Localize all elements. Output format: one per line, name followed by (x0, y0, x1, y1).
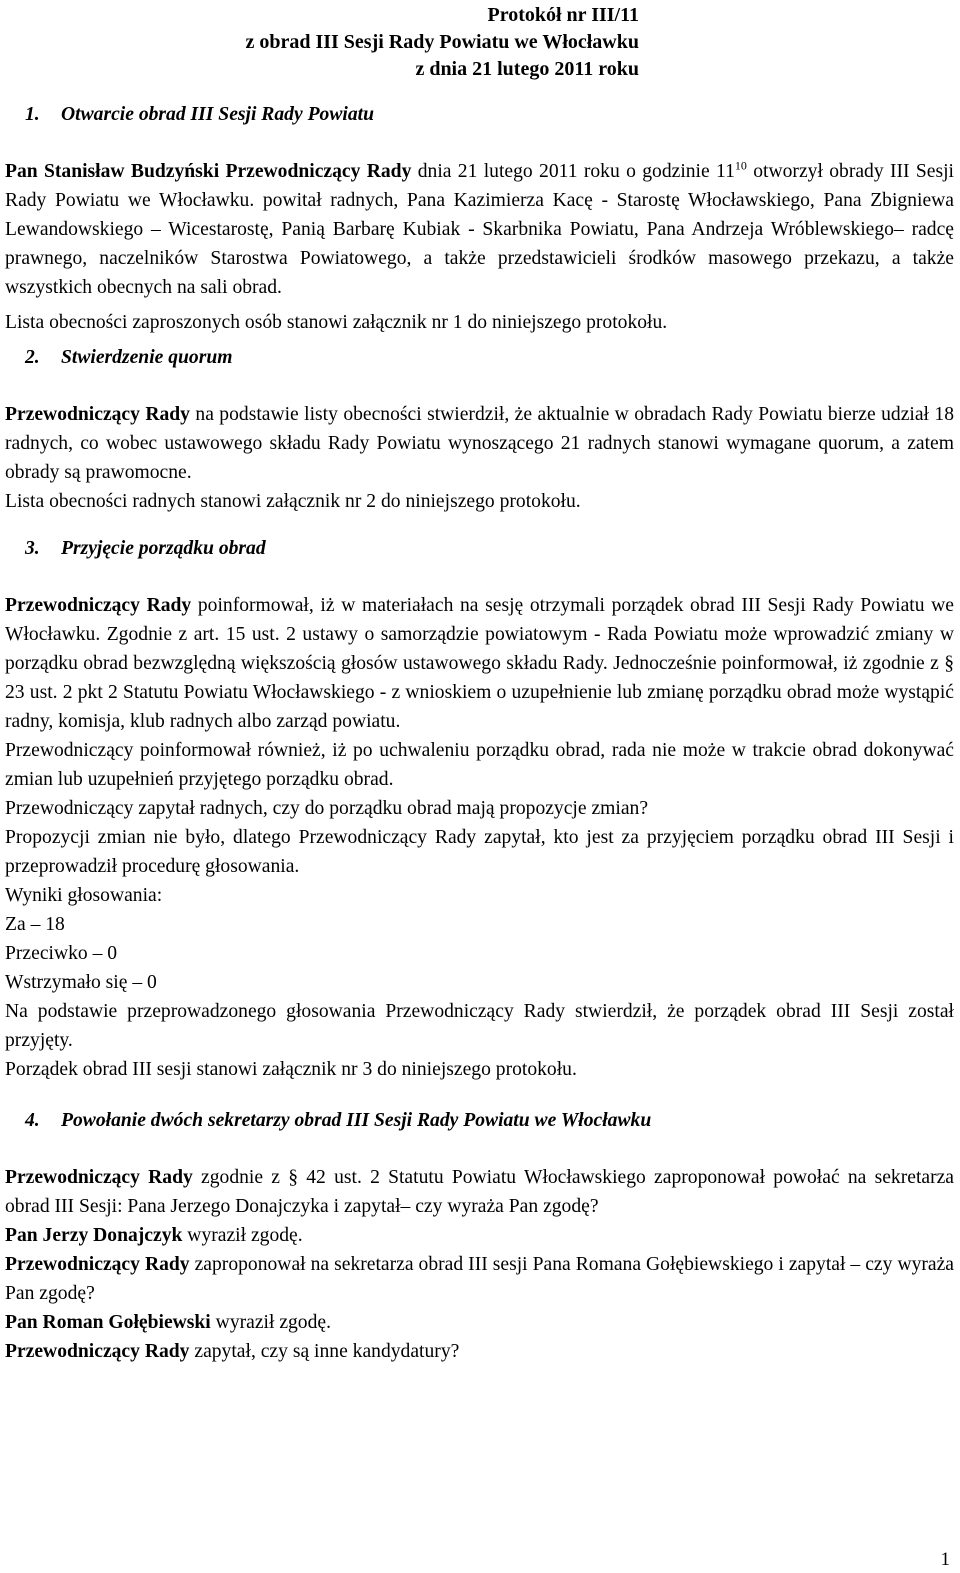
title-line-3: z dnia 21 lutego 2011 roku (415, 58, 639, 80)
bold-speaker: Przewodniczący Rady (5, 404, 190, 425)
bold-speaker: Przewodniczący Rady (5, 1167, 193, 1188)
document-page (5, 0, 954, 1366)
paragraph-text: wyraził zgodę. (182, 1225, 303, 1246)
paragraph-text: zgodnie z § 42 ust. 2 Statutu Powiatu Włocławskiego zaproponował powołać na sekretarza obrad III Sesji: Pana Jerzego Donajczyka i zapytał– czy wyraża Pan zgodę? (5, 1167, 955, 1217)
paragraph-secretary-2 (5, 1250, 954, 1308)
bold-speaker: Przewodniczący Rady (5, 1254, 190, 1275)
paragraph-agenda (5, 591, 954, 736)
vote-against: Przeciwko – 0 (5, 943, 118, 964)
section-title: Przyjęcie porządku obrad (61, 538, 266, 559)
paragraph-opening (5, 157, 954, 302)
title-line-1: Protokół nr III/11 (487, 4, 639, 26)
bold-speaker: Pan Stanisław Budzyński Przewodniczący Rady (5, 161, 412, 182)
section-title: Stwierdzenie quorum (61, 347, 233, 368)
paragraph-text: zaproponował na sekretarza obrad III sesji Pana Romana Gołębiewskiego i zapytał – czy wyraża Pan zgodę? (5, 1254, 955, 1304)
paragraph-attendance: Lista obecności radnych stanowi załącznik nr 2 do niniejszego protokołu. (5, 491, 581, 512)
paragraph-text: dnia 21 lutego 2011 roku o godzinie 11 (411, 161, 735, 182)
paragraph-vote-outcome: Na podstawie przeprowadzonego głosowania Przewodniczący Rady stwierdził, że porządek obrad III Sesji został przyjęty. (5, 1001, 954, 1051)
paragraph-vote-procedure: Propozycji zmian nie było, dlatego Przewodniczący Rady zapytał, kto jest za przyjęciem porządku obrad III Sesji i przeprowadził procedurę głosowania. (5, 827, 954, 877)
bold-speaker: Pan Roman Gołębiewski (5, 1312, 211, 1333)
paragraph-text: otworzył obrady III Sesji Rady Powiatu we Włocławku. powitał radnych, Pana Kazimierza Kacę - Starostę Włocławskiego, Pana Zbigniewa Lewandowskiego – Wicestarostę, Panią Barbarę Kubiak - Skarbnika Powiatu, Pana Andrzeja Wróblewskiego– radcę prawnego, naczelników Starostwa Powiatowego, a także przedstawicieli środków masowego przekazu, a także wszystkich obecnych na sali obrad. (5, 161, 954, 298)
section-number: 4. (25, 1110, 40, 1131)
section-heading-1 (5, 100, 954, 129)
section-number: 1. (25, 104, 40, 125)
section-title: Otwarcie obrad III Sesji Rady Powiatu (61, 104, 374, 125)
bold-speaker: Przewodniczący Rady (5, 595, 192, 616)
time-superscript: 10 (734, 158, 747, 173)
paragraph-guest-list: Lista obecności zaproszonych osób stanowi załącznik nr 1 do niniejszego protokołu. (5, 312, 668, 333)
paragraph-consent-2 (5, 1308, 954, 1337)
paragraph-text: zapytał, czy są inne kandydatury? (189, 1341, 460, 1362)
paragraph-attachment-3: Porządek obrad III sesji stanowi załącznik nr 3 do niniejszego protokołu. (5, 1059, 577, 1080)
section-heading-3 (5, 534, 954, 563)
paragraph-other-candidates (5, 1337, 954, 1366)
paragraph-text: wyraził zgodę. (210, 1312, 331, 1333)
section-number: 3. (25, 538, 40, 559)
document-title (5, 2, 954, 83)
paragraph-quorum (5, 400, 954, 487)
paragraph-text: poinformował, iż w materiałach na sesję otrzymali porządek obrad III Sesji Rady Powiatu we Włocławku. Zgodnie z art. 15 ust. 2 ustawy o samorządzie powiatowym - Rada Powiatu może wprowadzić zmiany w porządku obrad bezwzględną większością głosów ustawowego składu Rady. Jednocześnie poinformował, iż zgodnie z § 23 ust. 2 pkt 2 Statutu Powiatu Włocławskiego - z wnioskiem o uzupełnienie lub zmianę porządku obrad może wystąpić radny, komisja, klub radnych albo zarząd powiatu. (5, 595, 955, 732)
vote-abstain: Wstrzymało się – 0 (5, 972, 157, 993)
page-number: 1 (940, 1549, 950, 1570)
vote-results-header: Wyniki głosowania: (5, 885, 163, 906)
section-heading-2 (5, 343, 954, 372)
paragraph-agenda-changes: Przewodniczący poinformował również, iż po uchwaleniu porządku obrad, rada nie może w trakcie obrad dokonywać zmian lub uzupełnień przyjętego porządku obrad. (5, 740, 954, 790)
bold-speaker: Pan Jerzy Donajczyk (5, 1225, 183, 1246)
section-number: 2. (25, 347, 40, 368)
title-line-2: z obrad III Sesji Rady Powiatu we Włocławku (245, 31, 639, 53)
paragraph-text: na podstawie listy obecności stwierdził, że aktualnie w obradach Rady Powiatu bierze udział 18 radnych, co wobec ustawowego składu Rady Powiatu wynoszącego 21 radnych stanowi wymagane quorum, a zatem obrady są prawomocne. (5, 404, 954, 483)
section-heading-4 (5, 1106, 954, 1135)
vote-for: Za – 18 (5, 914, 65, 935)
section-title: Powołanie dwóch sekretarzy obrad III Sesji Rady Powiatu we Włocławku (61, 1110, 652, 1131)
paragraph-consent-1 (5, 1221, 954, 1250)
paragraph-question: Przewodniczący zapytał radnych, czy do porządku obrad mają propozycje zmian? (5, 798, 649, 819)
paragraph-secretary-1 (5, 1163, 954, 1221)
bold-speaker: Przewodniczący Rady (5, 1341, 190, 1362)
